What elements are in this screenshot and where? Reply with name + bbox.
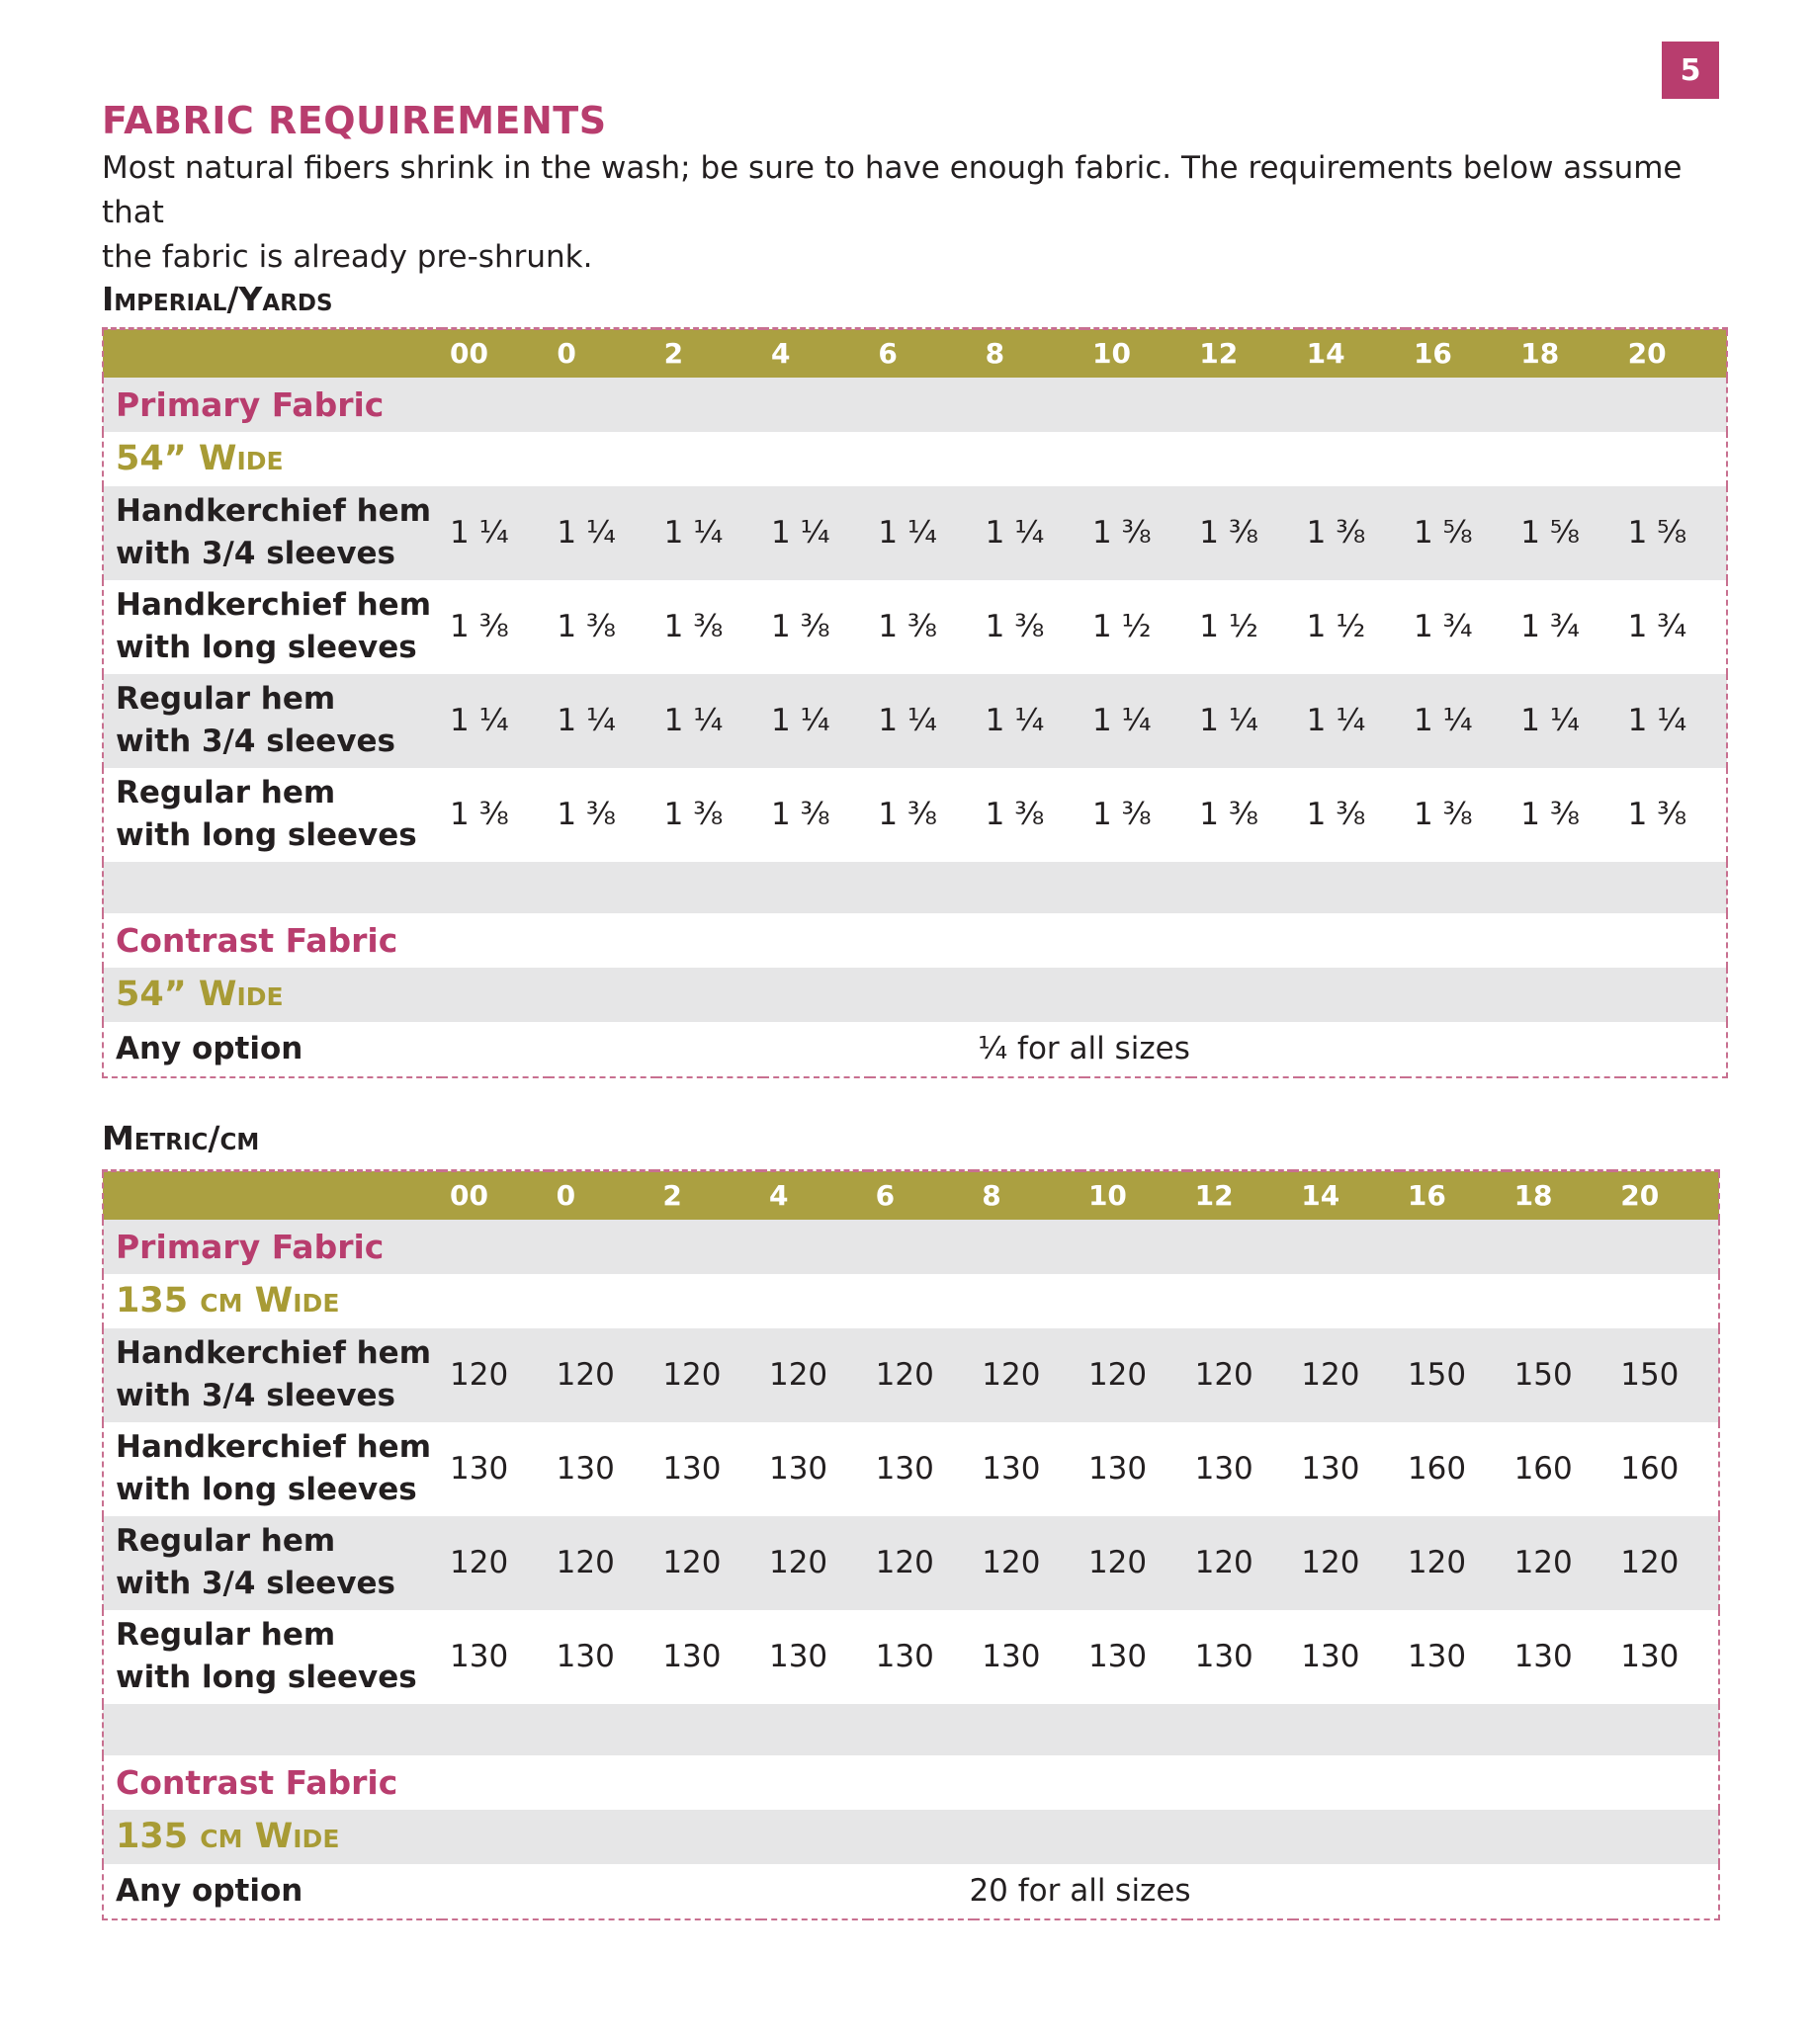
contrast-fabric-row-cell: Contrast Fabric bbox=[116, 920, 398, 960]
value-cell: 130 bbox=[662, 1639, 722, 1674]
row-label-line-2: with 3/4 sleeves bbox=[116, 724, 396, 759]
value-cell: 120 bbox=[1194, 1545, 1253, 1580]
value-cell: 1 ½ bbox=[1199, 609, 1258, 644]
row-label-line-1: Handkerchief hem bbox=[116, 587, 431, 623]
value-cell: 130 bbox=[875, 1451, 934, 1487]
value-cell: 1 ⅜ bbox=[557, 797, 616, 832]
size-header-cell: 12 bbox=[1191, 329, 1298, 378]
value-cell: 120 bbox=[875, 1545, 934, 1580]
row-label-line-2: with 3/4 sleeves bbox=[116, 1378, 396, 1413]
value-cell: 1 ⅜ bbox=[1091, 797, 1152, 832]
value-cell: 1 ¼ bbox=[770, 703, 830, 738]
value-cell: 1 ½ bbox=[1306, 609, 1366, 644]
size-header-cell: 0 bbox=[549, 329, 655, 378]
size-header-cell: 00 bbox=[442, 329, 549, 378]
value-cell: 1 ⅜ bbox=[985, 797, 1045, 832]
value-cell: 120 bbox=[1087, 1545, 1148, 1580]
value-cell: 1 ⅜ bbox=[450, 797, 509, 832]
spacer-row bbox=[103, 862, 1727, 913]
value-cell: 120 bbox=[982, 1357, 1041, 1393]
row-label bbox=[103, 1516, 442, 1610]
value-cell: 120 bbox=[982, 1545, 1041, 1580]
value-cell: 1 ¼ bbox=[557, 515, 616, 551]
value-cell: 1 ⅜ bbox=[1199, 797, 1258, 832]
value-cell: 1 ¼ bbox=[663, 703, 724, 738]
metric-section-label: Metric/cm bbox=[102, 1119, 260, 1157]
value-cell: 150 bbox=[1620, 1357, 1680, 1393]
value-cell: 1 ⅜ bbox=[985, 609, 1045, 644]
value-cell: 1 ¾ bbox=[1520, 609, 1580, 644]
contrast-fabric-row-cell: Contrast Fabric bbox=[116, 1762, 398, 1802]
any-option-label: Any option bbox=[116, 1872, 303, 1909]
contrast-fabric-row bbox=[103, 913, 1727, 968]
row-label-line-1: Handkerchief hem bbox=[116, 493, 431, 529]
row-label bbox=[103, 580, 442, 674]
value-cell: 1 ⅜ bbox=[1520, 797, 1580, 832]
table-row bbox=[103, 1328, 1719, 1422]
value-cell: 130 bbox=[1087, 1639, 1148, 1674]
size-header-cell: 10 bbox=[1084, 329, 1191, 378]
value-cell: 120 bbox=[1087, 1357, 1148, 1393]
row-label bbox=[103, 768, 442, 862]
size-header-cell: 4 bbox=[763, 329, 870, 378]
value-cell: 1 ¾ bbox=[1413, 609, 1473, 644]
value-cell: 130 bbox=[1301, 1639, 1360, 1674]
size-header-cell: 16 bbox=[1406, 329, 1512, 378]
value-cell: 1 ¼ bbox=[663, 515, 724, 551]
value-cell: 1 ¼ bbox=[1627, 703, 1687, 738]
value-cell: 1 ⅜ bbox=[663, 609, 724, 644]
intro-line-2: the fabric is already pre-shrunk. bbox=[102, 239, 593, 275]
value-cell: 130 bbox=[768, 1639, 828, 1674]
value-cell: 1 ⅜ bbox=[1627, 797, 1687, 832]
table-row bbox=[103, 486, 1727, 580]
value-cell: 120 bbox=[1301, 1545, 1360, 1580]
value-cell: 150 bbox=[1513, 1357, 1573, 1393]
size-header-cell: 14 bbox=[1299, 329, 1406, 378]
table-row bbox=[103, 1422, 1719, 1516]
table-row bbox=[103, 580, 1727, 674]
primary-fabric-row-cell: Primary Fabric bbox=[116, 384, 385, 424]
size-header-blank bbox=[103, 329, 442, 378]
any-option-row bbox=[103, 1864, 1719, 1919]
table-row bbox=[103, 1516, 1719, 1610]
spacer-row bbox=[103, 1704, 1719, 1755]
value-cell: 120 bbox=[875, 1357, 934, 1393]
row-label-line-2: with 3/4 sleeves bbox=[116, 1566, 396, 1601]
size-header-cell: 2 bbox=[656, 329, 763, 378]
value-cell: 120 bbox=[1301, 1357, 1360, 1393]
value-cell: 120 bbox=[662, 1545, 722, 1580]
any-option-value: ¼ for all sizes bbox=[978, 1031, 1190, 1066]
primary-width-row-cell: 54” Wide bbox=[116, 439, 284, 478]
value-cell: 1 ¼ bbox=[1306, 703, 1366, 738]
table-row bbox=[103, 674, 1727, 768]
any-option-row bbox=[103, 1022, 1727, 1077]
value-cell: 1 ⅜ bbox=[663, 797, 724, 832]
size-header-cell: 16 bbox=[1400, 1171, 1507, 1220]
value-cell: 1 ¼ bbox=[450, 703, 509, 738]
value-cell: 1 ⅜ bbox=[878, 797, 937, 832]
value-cell: 120 bbox=[556, 1545, 615, 1580]
size-header-row bbox=[103, 1171, 1719, 1220]
value-cell: 1 ¼ bbox=[985, 515, 1045, 551]
row-label-line-2: with long sleeves bbox=[116, 817, 417, 853]
value-cell: 1 ⅜ bbox=[450, 609, 509, 644]
page-number-badge: 5 bbox=[1662, 42, 1719, 99]
contrast-width-row-cell: 54” Wide bbox=[116, 975, 284, 1014]
spacer-cell bbox=[103, 1704, 1719, 1755]
value-cell: 120 bbox=[450, 1357, 509, 1393]
value-cell: 1 ⅜ bbox=[1306, 515, 1366, 551]
imperial-section-label: Imperial/Yards bbox=[102, 280, 333, 318]
value-cell: 1 ⅜ bbox=[557, 609, 616, 644]
size-header-cell: 2 bbox=[654, 1171, 761, 1220]
row-label bbox=[103, 674, 442, 768]
value-cell: 130 bbox=[556, 1639, 615, 1674]
value-cell: 130 bbox=[1087, 1451, 1148, 1487]
row-label-line-1: Regular hem bbox=[116, 681, 336, 717]
size-header-cell: 6 bbox=[870, 329, 977, 378]
value-cell: 120 bbox=[556, 1357, 615, 1393]
value-cell: 160 bbox=[1620, 1451, 1680, 1487]
value-cell: 1 ¼ bbox=[1199, 703, 1258, 738]
primary-fabric-row bbox=[103, 1220, 1719, 1274]
value-cell: 130 bbox=[1194, 1639, 1253, 1674]
value-cell: 120 bbox=[450, 1545, 509, 1580]
contrast-width-row bbox=[103, 1810, 1719, 1864]
value-cell: 120 bbox=[1194, 1357, 1253, 1393]
row-label-line-1: Handkerchief hem bbox=[116, 1429, 431, 1465]
value-cell: 130 bbox=[662, 1451, 722, 1487]
size-header-cell: 8 bbox=[974, 1171, 1080, 1220]
size-header-cell: 8 bbox=[978, 329, 1084, 378]
row-label-line-2: with long sleeves bbox=[116, 1472, 417, 1507]
row-label-line-1: Regular hem bbox=[116, 1523, 336, 1559]
primary-width-row bbox=[103, 432, 1727, 486]
row-label-line-1: Handkerchief hem bbox=[116, 1335, 431, 1371]
size-header-row bbox=[103, 329, 1727, 378]
value-cell: 1 ¼ bbox=[1520, 703, 1580, 738]
size-header-blank bbox=[103, 1171, 442, 1220]
size-header-cell: 20 bbox=[1612, 1171, 1719, 1220]
value-cell: 130 bbox=[1407, 1639, 1467, 1674]
row-label-line-2: with 3/4 sleeves bbox=[116, 536, 396, 571]
value-cell: 1 ⅜ bbox=[1199, 515, 1258, 551]
imperial-table bbox=[102, 327, 1728, 1078]
any-option-value: 20 for all sizes bbox=[969, 1873, 1191, 1909]
value-cell: 130 bbox=[982, 1639, 1041, 1674]
value-cell: 1 ⅝ bbox=[1627, 515, 1687, 551]
value-cell: 1 ¼ bbox=[985, 703, 1045, 738]
value-cell: 130 bbox=[450, 1451, 509, 1487]
value-cell: 1 ¼ bbox=[557, 703, 616, 738]
row-label bbox=[103, 1610, 442, 1704]
size-header-cell: 18 bbox=[1507, 1171, 1613, 1220]
value-cell: 1 ¼ bbox=[450, 515, 509, 551]
value-cell: 1 ⅝ bbox=[1520, 515, 1580, 551]
size-header-cell: 18 bbox=[1512, 329, 1619, 378]
value-cell: 1 ⅜ bbox=[1306, 797, 1366, 832]
size-header-cell: 14 bbox=[1293, 1171, 1400, 1220]
intro-paragraph bbox=[102, 146, 1723, 280]
value-cell: 1 ¼ bbox=[878, 515, 937, 551]
value-cell: 160 bbox=[1407, 1451, 1467, 1487]
value-cell: 130 bbox=[556, 1451, 615, 1487]
value-cell: 120 bbox=[768, 1545, 828, 1580]
value-cell: 1 ⅜ bbox=[770, 609, 830, 644]
size-header-cell: 00 bbox=[442, 1171, 549, 1220]
value-cell: 120 bbox=[1620, 1545, 1680, 1580]
primary-fabric-row bbox=[103, 378, 1727, 432]
row-label-line-2: with long sleeves bbox=[116, 1660, 417, 1695]
value-cell: 120 bbox=[1513, 1545, 1573, 1580]
table-row bbox=[103, 1610, 1719, 1704]
value-cell: 130 bbox=[450, 1639, 509, 1674]
value-cell: 1 ⅜ bbox=[878, 609, 937, 644]
value-cell: 120 bbox=[662, 1357, 722, 1393]
value-cell: 150 bbox=[1407, 1357, 1467, 1393]
size-header-cell: 10 bbox=[1080, 1171, 1187, 1220]
value-cell: 160 bbox=[1513, 1451, 1573, 1487]
row-label bbox=[103, 1422, 442, 1516]
value-cell: 130 bbox=[875, 1639, 934, 1674]
contrast-width-row bbox=[103, 968, 1727, 1022]
row-label-line-1: Regular hem bbox=[116, 775, 336, 810]
value-cell: 120 bbox=[768, 1357, 828, 1393]
value-cell: 1 ⅜ bbox=[1413, 797, 1473, 832]
row-label bbox=[103, 486, 442, 580]
size-header-cell: 4 bbox=[761, 1171, 868, 1220]
value-cell: 1 ¼ bbox=[770, 515, 830, 551]
value-cell: 130 bbox=[768, 1451, 828, 1487]
value-cell: 1 ¼ bbox=[1413, 703, 1473, 738]
value-cell: 1 ½ bbox=[1091, 609, 1152, 644]
row-label-line-1: Regular hem bbox=[116, 1617, 336, 1653]
row-label-line-2: with long sleeves bbox=[116, 630, 417, 665]
page-title: FABRIC REQUIREMENTS bbox=[102, 99, 607, 142]
row-label bbox=[103, 1328, 442, 1422]
primary-fabric-row-cell: Primary Fabric bbox=[116, 1227, 385, 1266]
value-cell: 1 ¾ bbox=[1627, 609, 1687, 644]
table-row bbox=[103, 768, 1727, 862]
value-cell: 1 ⅜ bbox=[1091, 515, 1152, 551]
any-option-label: Any option bbox=[116, 1030, 303, 1066]
spacer-cell bbox=[103, 862, 1727, 913]
primary-width-row bbox=[103, 1274, 1719, 1328]
value-cell: 130 bbox=[1194, 1451, 1253, 1487]
contrast-fabric-row bbox=[103, 1755, 1719, 1810]
value-cell: 1 ¼ bbox=[1091, 703, 1152, 738]
primary-width-row-cell: 135 cm Wide bbox=[116, 1281, 340, 1320]
size-header-cell: 12 bbox=[1187, 1171, 1294, 1220]
intro-line-1: Most natural fibers shrink in the wash; be sure to have enough fabric. The requirements below assume that bbox=[102, 150, 1683, 230]
value-cell: 120 bbox=[1407, 1545, 1467, 1580]
size-header-cell: 6 bbox=[868, 1171, 975, 1220]
value-cell: 130 bbox=[1513, 1639, 1573, 1674]
value-cell: 130 bbox=[982, 1451, 1041, 1487]
size-header-cell: 20 bbox=[1620, 329, 1727, 378]
value-cell: 1 ⅝ bbox=[1413, 515, 1473, 551]
contrast-width-row-cell: 135 cm Wide bbox=[116, 1817, 340, 1856]
value-cell: 130 bbox=[1620, 1639, 1680, 1674]
value-cell: 1 ¼ bbox=[878, 703, 937, 738]
value-cell: 130 bbox=[1301, 1451, 1360, 1487]
metric-table bbox=[102, 1169, 1720, 1920]
value-cell: 1 ⅜ bbox=[770, 797, 830, 832]
size-header-cell: 0 bbox=[549, 1171, 655, 1220]
